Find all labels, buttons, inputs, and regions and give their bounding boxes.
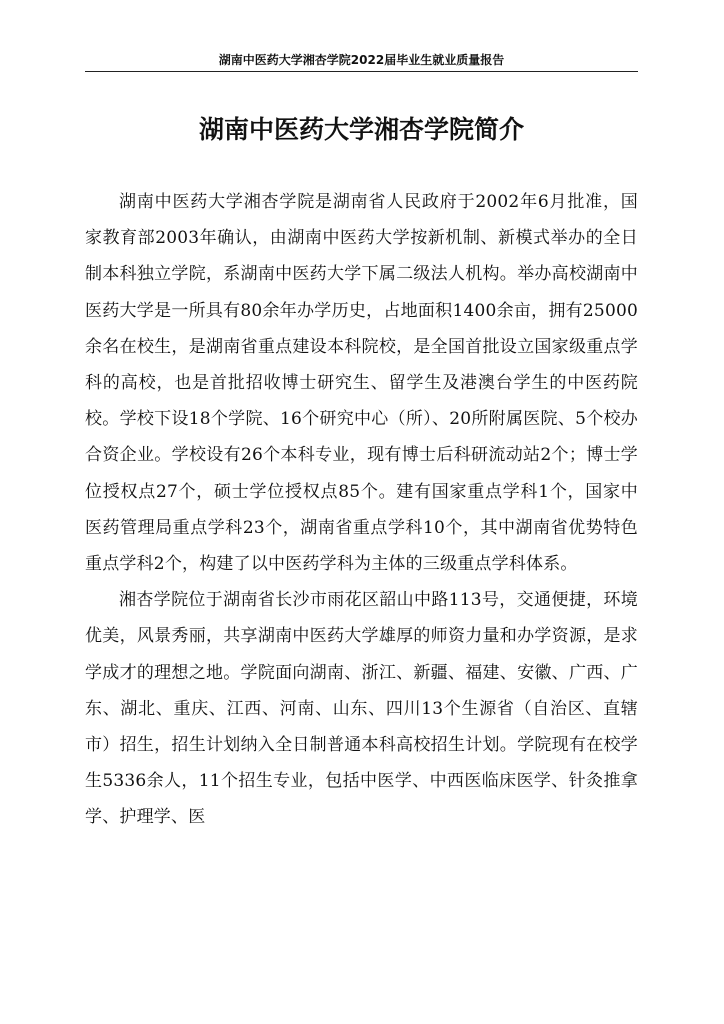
document-body bbox=[85, 184, 638, 836]
running-header: 湖南中医药大学湘杏学院2022届毕业生就业质量报告 bbox=[218, 53, 505, 67]
paragraph-location: 湘杏学院位于湖南省长沙市雨花区韶山中路113号，交通便捷，环境优美，风景秀丽，共享湖南中医药大学雄厚的师资力量和办学资源，是求学成才的理想之地。学院面向湖南、浙江、新疆、福建、安徽、广西、广东、湖北、重庆、江西、河南、山东、四川13个生源省（自治区、直辖市）招生，招生计划纳入全日制普通本科高校招生计划。学院现有在校学生5336余人，11个招生专业，包括中医学、中西医临床医学、针灸推拿学、护理学、医 bbox=[85, 590, 638, 828]
paragraph-introduction: 湖南中医药大学湘杏学院是湖南省人民政府于2002年6月批准，国家教育部2003年确认，由湖南中医药大学按新机制、新模式举办的全日制本科独立学院，系湖南中医药大学下属二级法人机构。举办高校湖南中医药大学是一所具有80余年办学历史，占地面积1400余亩，拥有25000余名在校生，是湖南省重点建设本科院校，是全国首批设立国家级重点学科的高校，也是首批招收博士研究生、留学生及港澳台学生的中医药院校。学校下设18个学院、16个研究中心（所）、20所附属医院、5个校办合资企业。学校设有26个本科专业，现有博士后科研流动站2个；博士学位授权点27个，硕士学位授权点85个。建有国家重点学科1个，国家中医药管理局重点学科23个，湖南省重点学科10个，其中湖南省优势特色重点学科2个，构建了以中医药学科为主体的三级重点学科体系。 bbox=[85, 192, 638, 575]
document-title: 湖南中医药大学湘杏学院简介 bbox=[198, 115, 524, 144]
header-divider bbox=[85, 71, 638, 72]
